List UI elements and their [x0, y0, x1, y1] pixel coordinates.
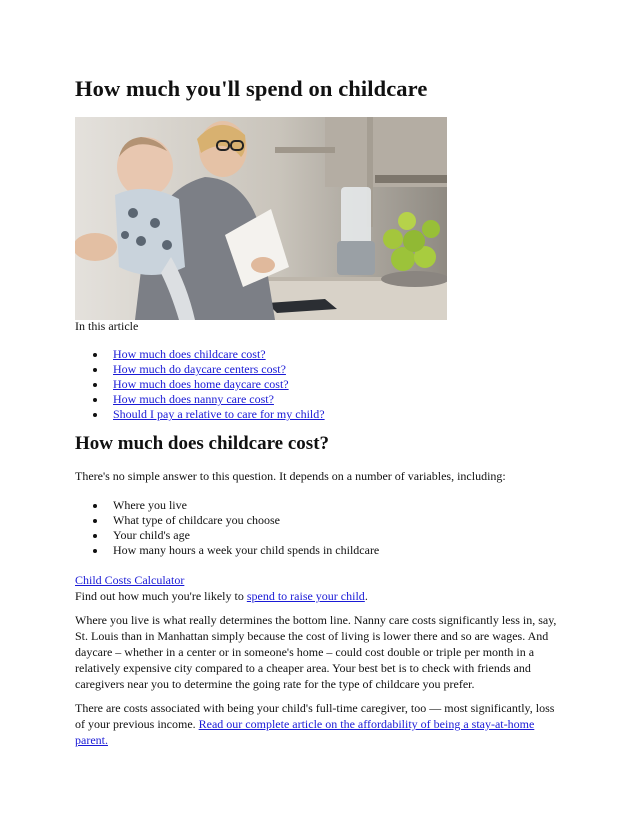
- toc-item: [75, 362, 325, 377]
- toc-intro: In this article: [75, 319, 139, 333]
- list-item: How many hours a week your child spends in childcare: [75, 543, 379, 558]
- toc-item: [75, 392, 325, 407]
- toc-link-nanny-care[interactable]: How much does nanny care cost?: [113, 392, 274, 406]
- stay-at-home-article-link[interactable]: Read our complete article on the affordability of being a stay-at-home parent.: [75, 717, 535, 747]
- variables-list: [75, 498, 379, 558]
- list-item: What type of childcare you choose: [75, 513, 379, 528]
- section-lead: There's no simple answer to this question. It depends on a number of variables, including:: [75, 469, 506, 483]
- toc-item: [75, 347, 325, 362]
- calculator-block: [75, 572, 368, 604]
- calculator-text: Find out how much you're likely to spend to raise your child.: [75, 589, 368, 603]
- raise-child-link[interactable]: spend to raise your child: [246, 589, 365, 603]
- hero-photo: [75, 117, 447, 320]
- toc-link-relative-care[interactable]: Should I pay a relative to care for my child?: [113, 407, 325, 421]
- body-paragraph: Where you live is what really determines the bottom line. Nanny care costs significantly less in, say, St. Louis than in Manhattan simply because the cost of living is lower there and so are wages. And daycare – whether in a center or in someone's home – could cost double or triple per month in a relatively expensive city compared to a cheaper area. Your best bet is to check with friends and caregivers near you to determine the going rate for the type of childcare you prefer.: [75, 613, 557, 691]
- toc-link-home-daycare[interactable]: How much does home daycare cost?: [113, 377, 289, 391]
- toc-link-childcare-cost[interactable]: How much does childcare cost?: [113, 347, 266, 361]
- calculator-link[interactable]: Child Costs Calculator: [75, 573, 185, 587]
- toc-item: [75, 377, 325, 392]
- section-heading: How much does childcare cost?: [75, 433, 330, 454]
- list-item: Your child's age: [75, 528, 379, 543]
- table-of-contents: [75, 347, 325, 422]
- toc-link-daycare-centers[interactable]: How much do daycare centers cost?: [113, 362, 286, 376]
- page-title: How much you'll spend on childcare: [75, 76, 428, 101]
- list-item: Where you live: [75, 498, 379, 513]
- body-paragraph: There are costs associated with being your child's full-time caregiver, too — most significantly, loss of your previous income. Read our complete article on the affordability of being a stay-at-home parent.: [75, 701, 555, 747]
- toc-item: [75, 407, 325, 422]
